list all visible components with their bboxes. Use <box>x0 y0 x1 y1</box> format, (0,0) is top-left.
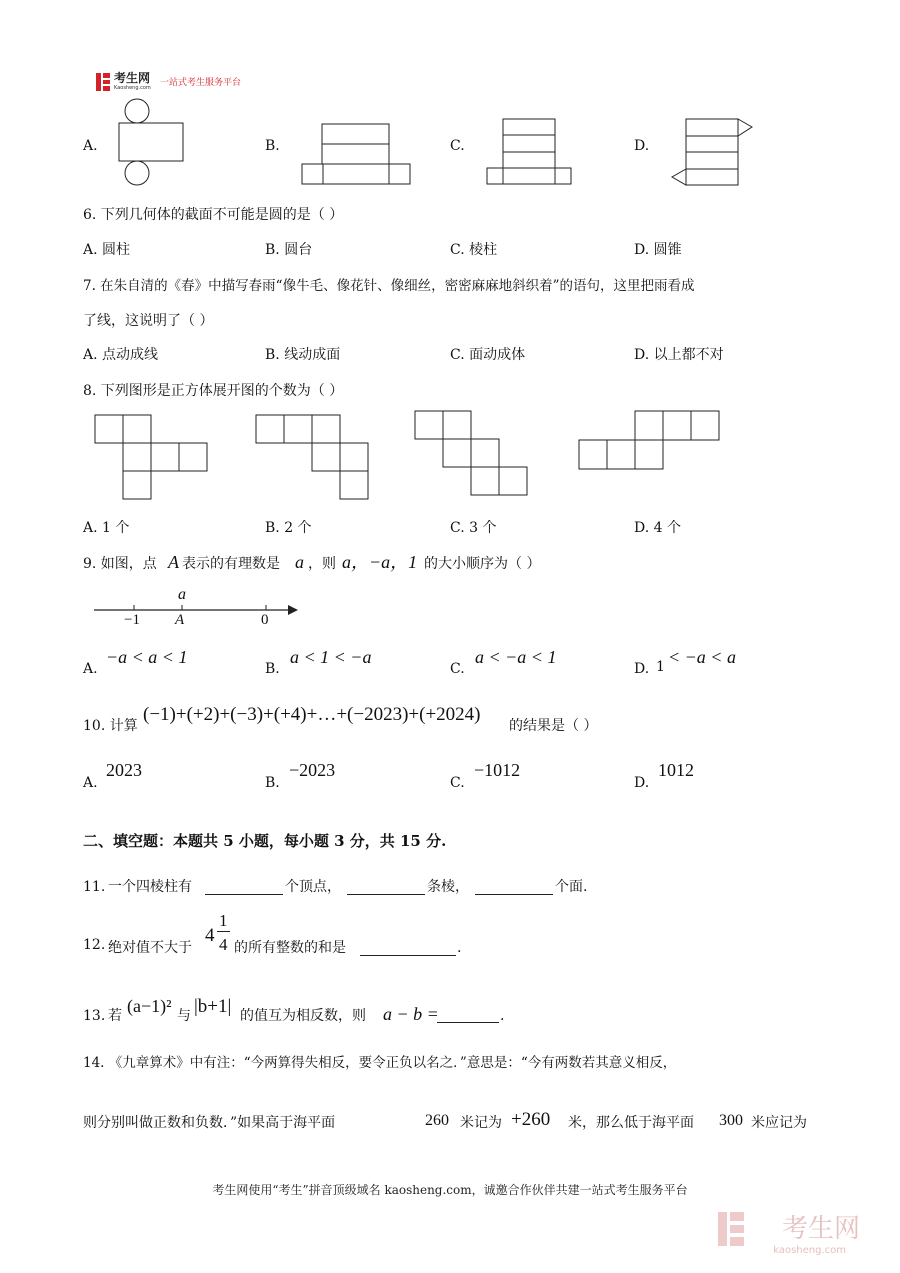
q12-numerator: 1 <box>219 911 228 930</box>
q8-net-3 <box>414 410 532 500</box>
q7-option-d: D. 以上都不对 <box>634 347 724 363</box>
q11-blank-1[interactable] <box>205 882 283 895</box>
header-slogan: 一站式考生服务平台 <box>160 78 242 88</box>
q5-option-a-figure <box>115 98 187 188</box>
watermark-domain: kaosheng.com <box>773 1245 846 1256</box>
q12-text-1: 绝对值不大于 <box>108 940 192 956</box>
q8-net-1 <box>94 414 212 504</box>
q9-option-c-label: C. <box>450 661 465 677</box>
q9-stem-a: a <box>295 552 304 572</box>
q6-option-d: D. 圆锥 <box>634 242 682 258</box>
q9-option-b: a < 1 < −a <box>290 647 372 667</box>
q14-line-2-g: 米应记为 <box>751 1115 807 1131</box>
q10-option-c: −1012 <box>474 760 521 780</box>
q9-stem-prefix: 9. 如图，点 <box>83 556 157 572</box>
q9-label-a: a <box>178 586 186 603</box>
q10-suffix: 的结果是（ ） <box>509 718 598 734</box>
q9-stem-list: a，−a，1 <box>342 552 418 572</box>
q14-line-2-f: 300 <box>719 1112 743 1129</box>
q12-fraction-bar <box>217 931 230 932</box>
q7-option-a: A. 点动成线 <box>83 347 159 363</box>
q10-option-b: −2023 <box>289 760 336 780</box>
q13-text-2: 与 <box>177 1008 191 1024</box>
q12-blank[interactable] <box>360 943 456 956</box>
q9-stem-mid: 表示的有理数是 <box>182 556 280 572</box>
q11-text-3: 条棱， <box>427 879 469 895</box>
q7-option-c: C. 面动成体 <box>450 347 526 363</box>
q14-line-2-e: 米，那么低于海平面 <box>568 1115 694 1131</box>
q12-end: . <box>457 940 462 956</box>
q7-option-b: B. 线动成面 <box>265 347 341 363</box>
q12-denominator: 4 <box>219 935 228 954</box>
q8-option-d: D. 4 个 <box>634 520 681 536</box>
logo-domain: Kaosheng.com <box>114 85 151 91</box>
q13-end: . <box>500 1008 505 1024</box>
q9-option-a-label: A. <box>83 661 98 677</box>
q10-option-a: 2023 <box>106 760 142 780</box>
q10-option-c-label: C. <box>450 775 465 791</box>
q8-stem: 8. 下列图形是正方体展开图的个数为（ ） <box>83 383 344 399</box>
q5-option-c-label: C. <box>450 138 465 154</box>
q10-option-d-label: D. <box>634 775 650 791</box>
q12-text-2: 的所有整数的和是 <box>234 940 346 956</box>
q9-stem-suffix: 的大小顺序为（ ） <box>424 556 541 572</box>
q10-option-a-label: A. <box>83 775 98 791</box>
q8-net-2 <box>255 414 373 504</box>
q13-text-1: 若 <box>108 1008 122 1024</box>
q9-option-d-lead: 1 <box>656 659 665 675</box>
q13-blank[interactable] <box>437 1010 499 1023</box>
q7-stem-line2: 了线，这说明了（ ） <box>83 313 214 329</box>
q6-stem: 6. 下列几何体的截面不可能是圆的是（ ） <box>83 207 344 223</box>
q6-option-c: C. 棱柱 <box>450 242 498 258</box>
q9-stem-point: A <box>168 552 179 572</box>
q7-stem-line1: 7. 在朱自清的《春》中描写春雨“像牛毛、像花针、像细丝，密密麻麻地斜织着”的语句，这里把雨看成 <box>83 278 695 294</box>
q10-prefix: 10. 计算 <box>83 718 138 734</box>
q9-label-A: A <box>175 612 185 628</box>
q14-line-2-c: 米记为 <box>460 1115 502 1131</box>
q8-option-a: A. 1 个 <box>83 520 130 536</box>
q11-blank-2[interactable] <box>347 882 425 895</box>
q5-option-d-figure <box>670 116 756 188</box>
q8-net-4 <box>578 410 723 472</box>
q5-option-d-label: D. <box>634 138 650 154</box>
q14-line-1: 14. 《九章算术》中有注：“今两算得失相反，要令正负以名之．”意思是：“今有两数若其意义相反， <box>83 1055 677 1071</box>
q14-line-2-d: +260 <box>511 1109 551 1130</box>
q9-option-c: a < −a < 1 <box>475 647 557 667</box>
footer-text: 考生网使用“考生”拼音顶级域名 kaosheng.com，诚邀合作伙伴共建一站式考生服务平台 <box>212 1183 688 1197</box>
logo-text: 考生网 <box>114 71 151 85</box>
q9-option-d-rest: < −a < a <box>668 647 736 667</box>
q11-blank-3[interactable] <box>475 882 553 895</box>
q6-option-b: B. 圆台 <box>265 242 313 258</box>
q9-label-0: 0 <box>261 612 269 628</box>
q13-expr-2: |b+1| <box>194 996 232 1017</box>
q13-expr-3: a − b = <box>383 1004 439 1024</box>
q5-option-b-figure <box>300 122 412 188</box>
q11-text-4: 个面. <box>555 879 588 895</box>
q10-option-d: 1012 <box>658 760 694 780</box>
q5-option-b-label: B. <box>265 138 280 154</box>
q9-stem-mid2: ，则 <box>308 556 336 572</box>
q14-line-2-b: 260 <box>425 1112 449 1129</box>
q13-expr-1: (a−1)² <box>127 996 172 1016</box>
q9-label-neg1: −1 <box>124 612 140 628</box>
q9-option-d-label: D. <box>634 661 650 677</box>
q14-line-2-a: 则分别叫做正数和负数．”如果高于海平面 <box>83 1115 336 1131</box>
q5-option-a-label: A. <box>83 138 98 154</box>
q11-text-1: 一个四棱柱有 <box>108 879 192 895</box>
q9-option-b-label: B. <box>265 661 280 677</box>
q13-number: 13. <box>83 1008 106 1024</box>
q5-option-c-figure <box>486 118 574 188</box>
q11-text-2: 个顶点， <box>285 879 341 895</box>
q12-number: 12. <box>83 937 106 953</box>
watermark-text: 考生网 <box>781 1214 860 1244</box>
q12-whole: 4 <box>205 925 215 946</box>
watermark-logo-icon <box>718 1212 744 1246</box>
section-2-title: 二、填空题：本题共 5 小题，每小题 3 分，共 15 分. <box>83 832 447 850</box>
q13-text-3: 的值互为相反数，则 <box>240 1008 366 1024</box>
q10-option-b-label: B. <box>265 775 280 791</box>
q6-option-a: A. 圆柱 <box>83 242 131 258</box>
q8-option-b: B. 2 个 <box>265 520 312 536</box>
q8-option-c: C. 3 个 <box>450 520 497 536</box>
q10-expression: (−1)+(+2)+(−3)+(+4)+…+(−2023)+(+2024) <box>143 704 481 725</box>
q11-number: 11. <box>83 879 106 895</box>
logo-icon <box>96 73 110 91</box>
q9-option-a: −a < a < 1 <box>106 647 188 667</box>
